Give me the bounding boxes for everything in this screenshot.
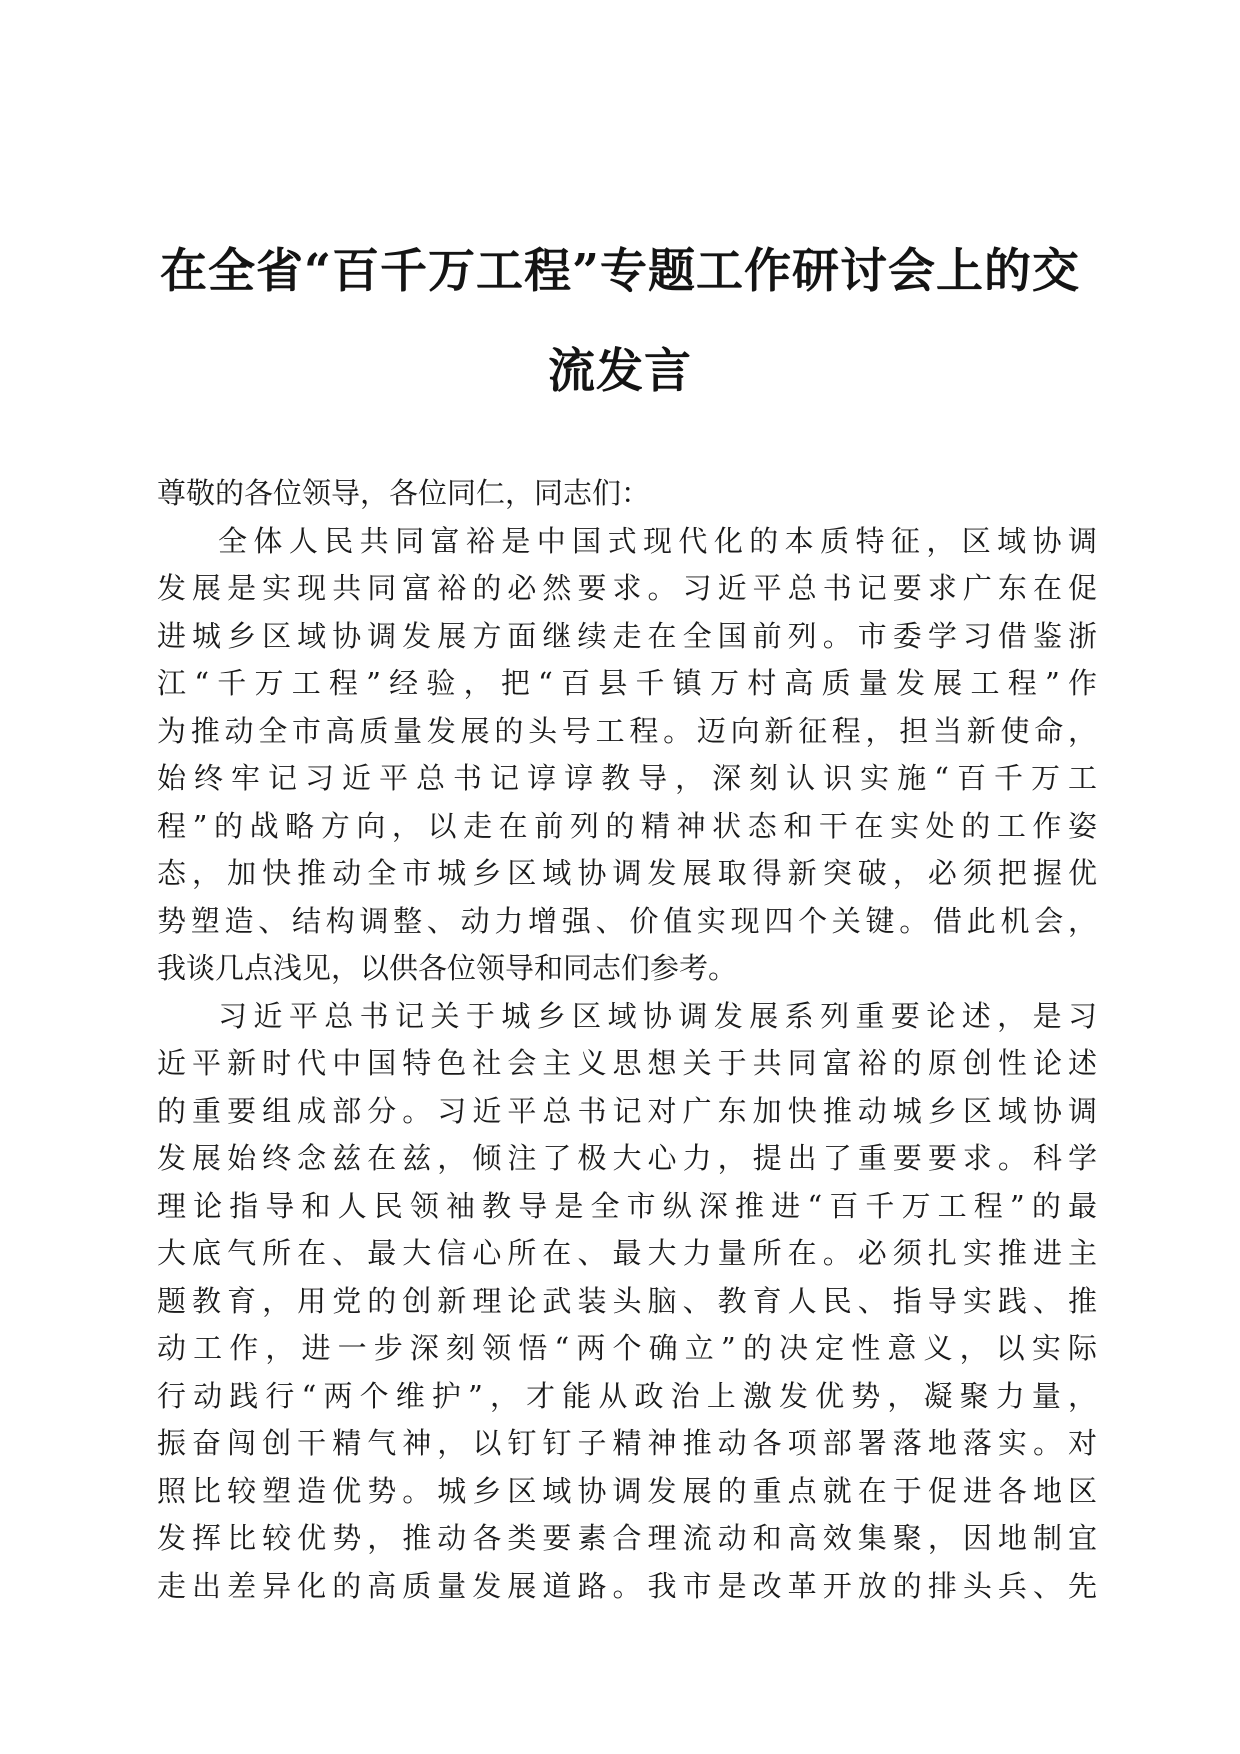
paragraph-2-line: 行动践行“两个维护”，才能从政治上激发优势，凝聚力量， <box>157 1378 1097 1413</box>
paragraph-2 <box>157 993 1097 1611</box>
title-line-2: 流发言 <box>548 344 692 399</box>
paragraph-1-line: 全体人民共同富裕是中国式现代化的本质特征，区域协调 <box>218 523 1097 558</box>
paragraph-1-line: 势塑造、结构调整、动力增强、价值实现四个关键。借此机会， <box>157 903 1097 938</box>
paragraph-2-line: 的重要组成部分。习近平总书记对广东加快推动城乡区域协调 <box>157 1093 1097 1128</box>
document-title <box>130 222 1110 422</box>
paragraph-1-line: 态，加快推动全市城乡区域协调发展取得新突破，必须把握优 <box>157 856 1097 890</box>
paragraph-2-line: 大底气所在、最大信心所在、最大力量所在。必须扎实推进主 <box>157 1236 1097 1270</box>
paragraph-1-line: 为推动全市高质量发展的头号工程。迈向新征程，担当新使命， <box>157 713 1097 748</box>
paragraph-2-line: 理论指导和人民领袖教导是全市纵深推进“百千万工程”的最 <box>157 1188 1097 1223</box>
paragraph-2-line: 振奋闯创干精气神，以钉钉子精神推动各项部署落地落实。对 <box>157 1426 1097 1460</box>
paragraph-2-line: 走出差异化的高质量发展道路。我市是改革开放的排头兵、先 <box>157 1568 1097 1603</box>
title-line-1: 在全省“百千万工程”专题工作研讨会上的交 <box>159 244 1081 299</box>
paragraph-2-line: 动工作，进一步深刻领悟“两个确立”的决定性意义，以实际 <box>157 1331 1097 1365</box>
paragraph-2-line: 近平新时代中国特色社会主义思想关于共同富裕的原创性论述 <box>157 1046 1097 1080</box>
paragraph-1-line: 始终牢记习近平总书记谆谆教导，深刻认识实施“百千万工 <box>157 761 1097 795</box>
paragraph-1-line: 我谈几点浅见，以供各位领导和同志们参考。 <box>157 951 738 985</box>
paragraph-1 <box>157 518 1097 993</box>
paragraph-2-line: 习近平总书记关于城乡区域协调发展系列重要论述，是习 <box>218 998 1097 1033</box>
paragraph-1-line: 江“千万工程”经验，把“百县千镇万村高质量发展工程”作 <box>157 666 1097 700</box>
paragraph-2-line: 题教育，用党的创新理论武装头脑、教育人民、指导实践、推 <box>157 1283 1097 1318</box>
paragraph-1-line: 程”的战略方向，以走在前列的精神状态和干在实处的工作姿 <box>157 808 1097 843</box>
paragraph-1-line: 发展是实现共同富裕的必然要求。习近平总书记要求广东在促 <box>157 571 1097 605</box>
document-body <box>157 470 1097 1610</box>
paragraph-2-line: 照比较塑造优势。城乡区域协调发展的重点就在于促进各地区 <box>157 1473 1097 1508</box>
paragraph-1-line: 进城乡区域协调发展方面继续走在全国前列。市委学习借鉴浙 <box>157 618 1097 653</box>
greeting: 尊敬的各位领导，各位同仁，同志们： <box>157 476 651 510</box>
paragraph-2-line: 发挥比较优势，推动各类要素合理流动和高效集聚，因地制宜 <box>157 1521 1097 1555</box>
paragraph-2-line: 发展始终念兹在兹，倾注了极大心力，提出了重要要求。科学 <box>157 1141 1097 1175</box>
